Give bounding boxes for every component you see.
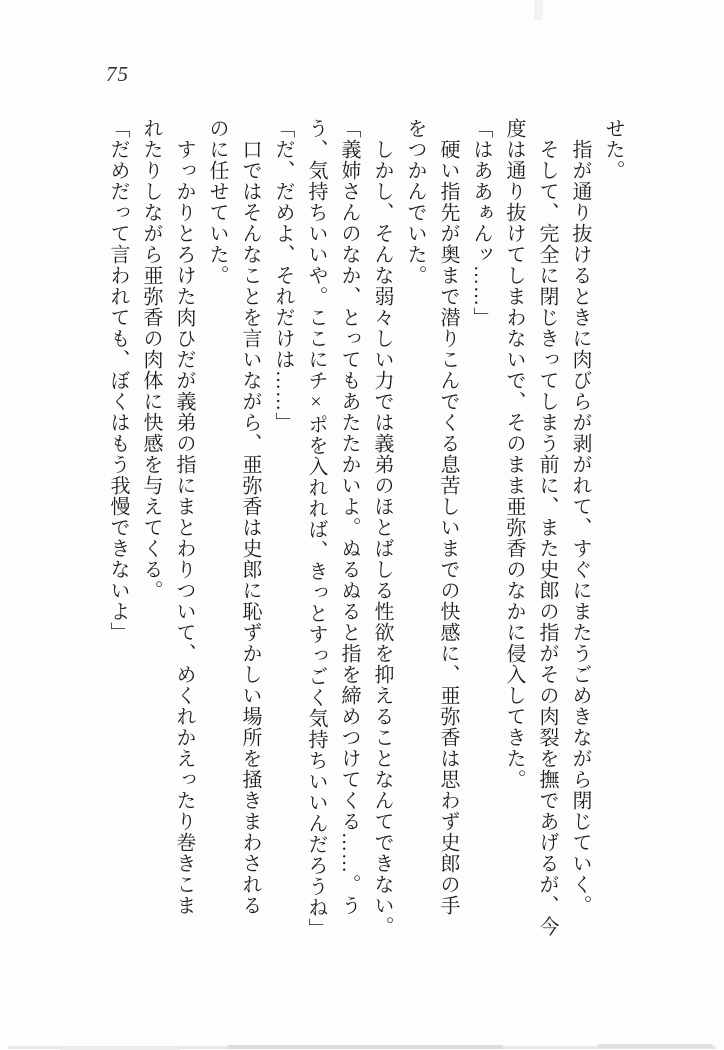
text-line: れたりしながら亜弥香の肉体に快感を与えてくる。 bbox=[140, 118, 162, 601]
scan-artifact-bottom bbox=[598, 1044, 713, 1048]
text-line: 「だ、だめよ、それだけは……」 bbox=[272, 118, 294, 433]
text-line: 「だめだって言われても、ぼくはもう我慢できないよ」 bbox=[107, 118, 129, 643]
text-line: そして、完全に閉じきってしまう前に、また史郎の指がその肉裂を撫であげるが、今 bbox=[536, 139, 558, 937]
text-line: しかし、そんな弱々しい力では義弟のほとばしる性欲を抑えることなんてできない。 bbox=[371, 139, 393, 937]
text-line: 口ではそんなことを言いながら、亜弥香は史郎に恥ずかしい場所を掻きまわされる bbox=[239, 139, 261, 916]
text-line: 「はああぁんッ……」 bbox=[470, 118, 492, 328]
text-line: 硬い指先が奥まで潜りこんでくる息苦しいまでの快感に、亜弥香は思わず史郎の手 bbox=[437, 139, 459, 916]
text-line: 指が通り抜けるときに肉びらが剥がれて、すぐにまたうごめきながら閉じていく。 bbox=[569, 139, 591, 916]
text-line: う、気持ちいいや。ここにチ×ポを入れれば、きっとすっごく気持ちいいんだろうね」 bbox=[305, 118, 327, 939]
text-line: せた。 bbox=[602, 118, 624, 181]
text-line: のに任せていた。 bbox=[206, 118, 228, 286]
text-line: すっかりとろけた肉ひだが義弟の指にまとわりついて、めくれかえったり巻きこま bbox=[173, 139, 195, 916]
scan-artifact-bottom bbox=[228, 1045, 503, 1049]
text-line: 「義姉さんのなか、とってもあたたかいよ。ぬるぬると指を締めつけてくる……。う bbox=[338, 118, 360, 916]
text-line: 度は通り抜けてしまわないで、そのまま亜弥香のなかに侵入してきた。 bbox=[503, 118, 525, 790]
page-number: 75 bbox=[106, 62, 129, 86]
text-line: をつかんでいた。 bbox=[404, 118, 426, 286]
scan-artifact-top bbox=[534, 0, 543, 20]
scan-artifact-bottom bbox=[8, 1046, 716, 1049]
vertical-text-block bbox=[101, 118, 629, 963]
